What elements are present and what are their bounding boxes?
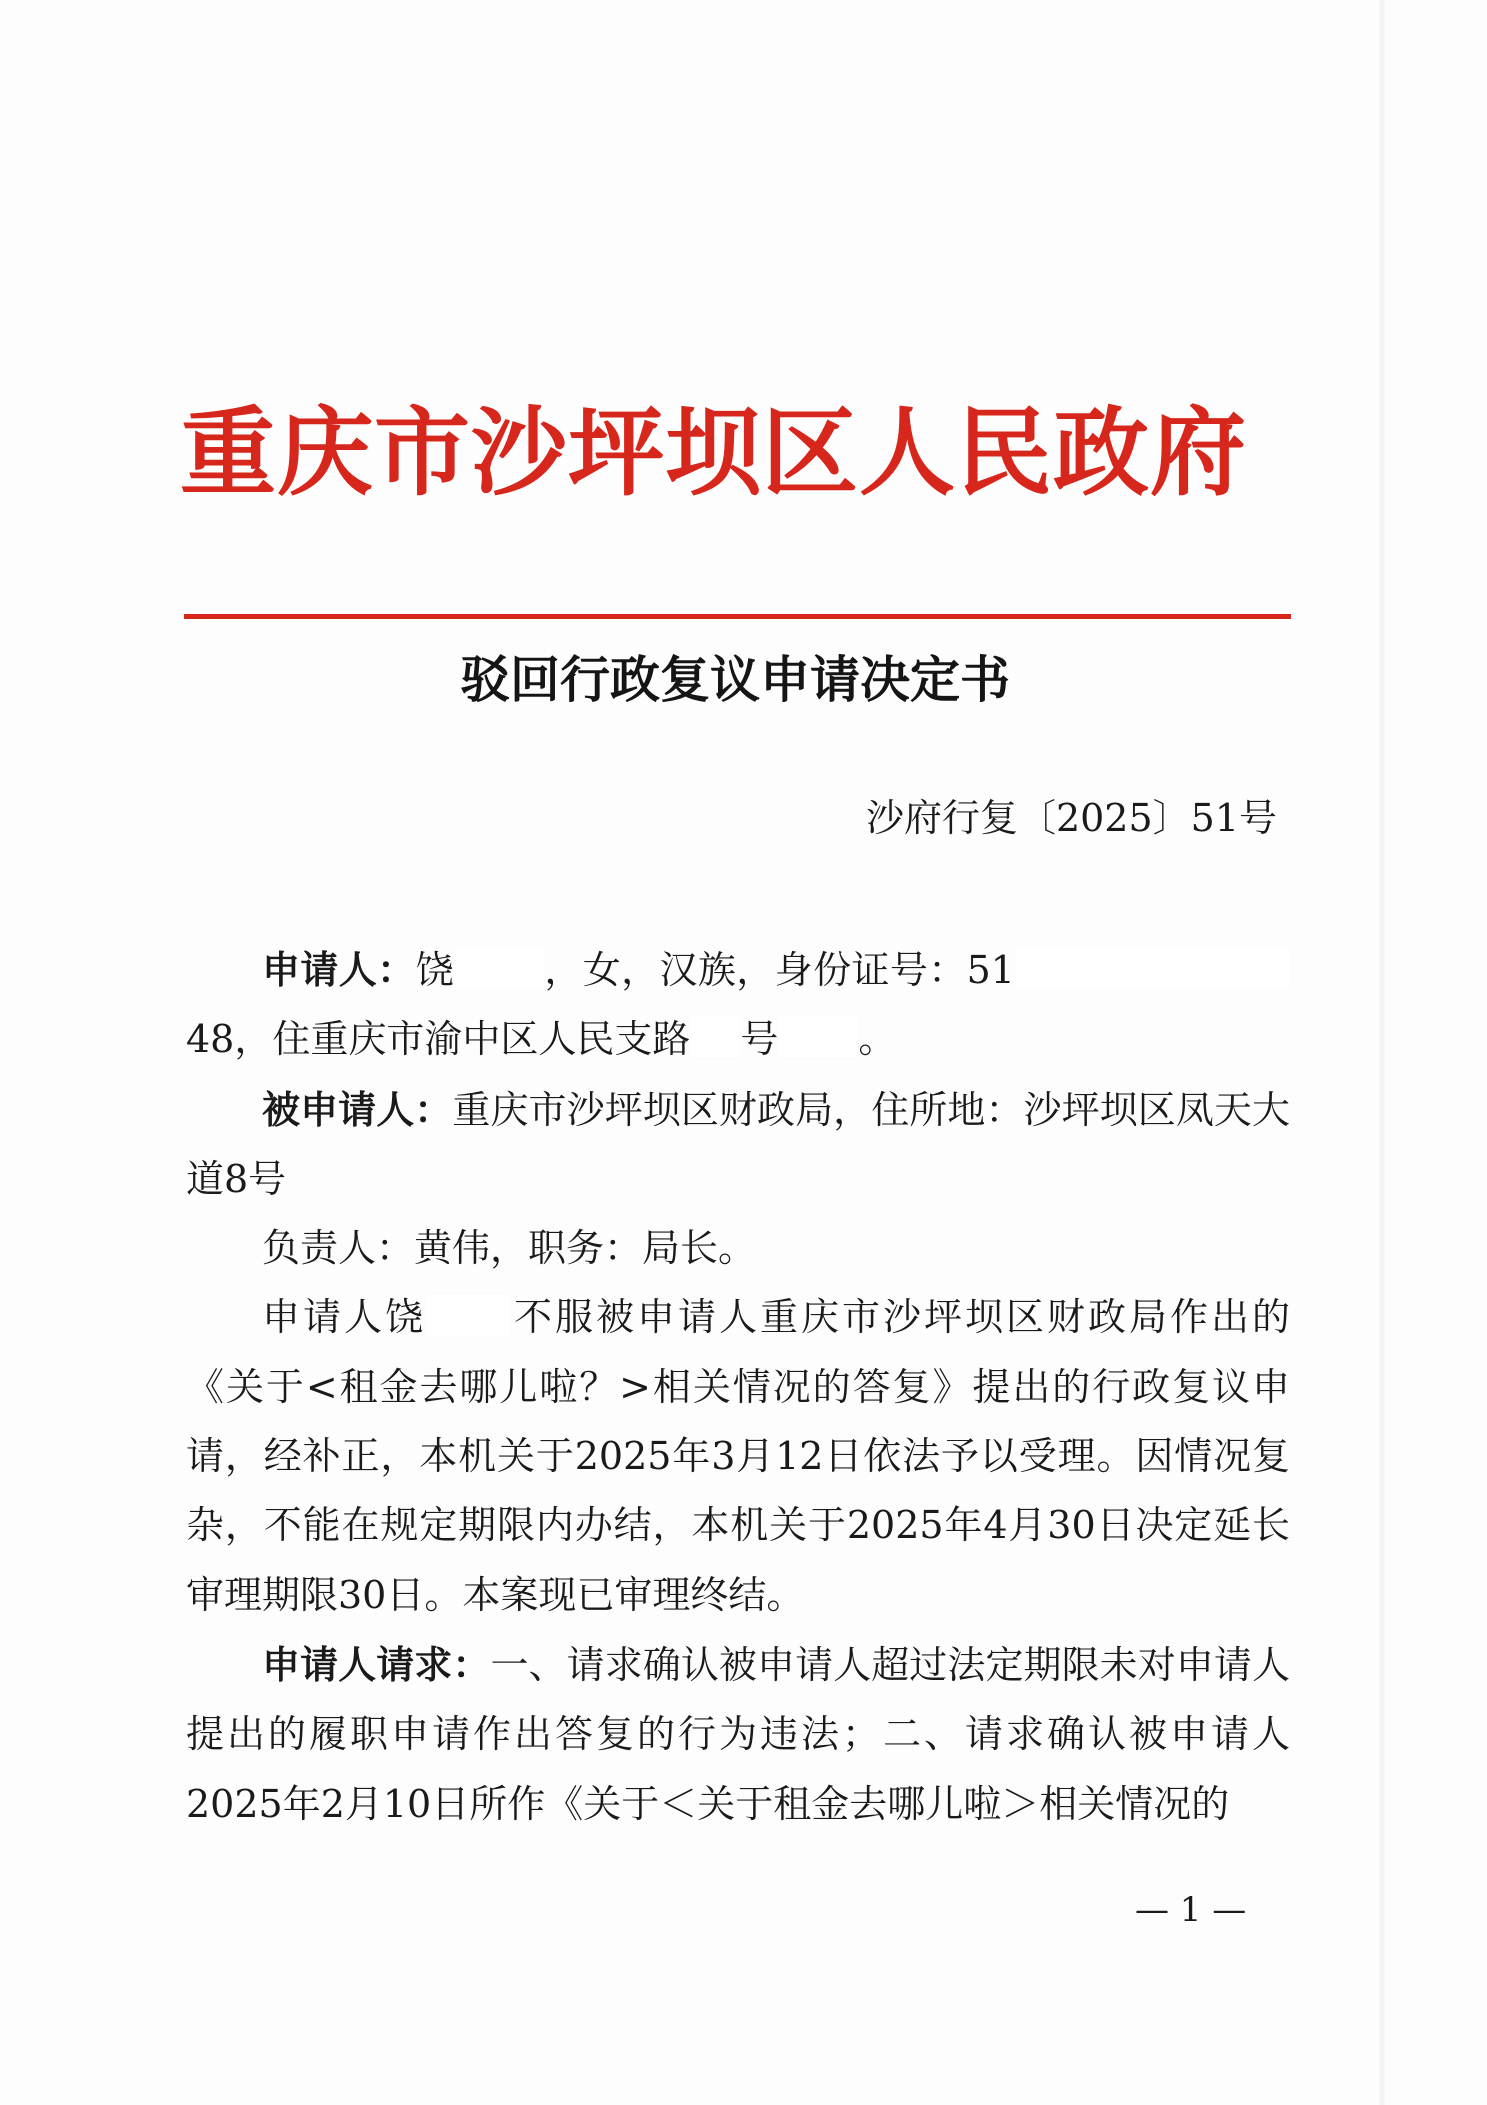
- page-number: — 1 —: [1135, 1890, 1247, 1930]
- document-body: [186, 935, 1290, 1839]
- document-number: 沙府行复〔2025〕51号: [865, 796, 1277, 840]
- applicant-text-1: 饶: [415, 948, 454, 992]
- redaction-box: [426, 1294, 511, 1336]
- respondent-label: 被申请人：: [262, 1086, 453, 1132]
- requests-text: 一、请求确认被申请人超过法定期限未对申请人提出的履职申请作出答复的行为违法；二、请求确认被申请人2025年2月10日所作《关于＜关于租金去哪儿啦＞相关情况的: [186, 1642, 1290, 1826]
- case-intro-text-2: 不服被申请人重庆市沙坪坝区财政局作出的《关于<租金去哪儿啦？>相关情况的答复》提出的行政复议申请，经补正，本机关于2025年3月12日依法予以受理。因情况复杂，不能在规定期限内办结，本机关于2025年4月30日决定延长审理期限30日。本案现已审理终结。: [186, 1295, 1290, 1617]
- red-separator-line: [184, 614, 1291, 619]
- scan-edge-shadow: [1378, 0, 1386, 2105]
- applicant-text-5: 。: [858, 1017, 897, 1062]
- applicant-text-4: 号: [740, 1017, 779, 1062]
- redaction-box: [690, 1016, 740, 1058]
- applicant-paragraph: [186, 935, 1290, 1075]
- case-intro-paragraph: [186, 1283, 1290, 1629]
- redaction-box: [778, 1016, 858, 1058]
- applicant-text-2: ，女，汉族，身份证号：51: [543, 948, 1015, 992]
- redaction-box: [1015, 947, 1290, 989]
- requests-label: 申请人请求：: [262, 1641, 491, 1687]
- applicant-text-3: 48，住重庆市渝中区人民支路: [186, 1017, 691, 1062]
- requests-paragraph: [186, 1630, 1290, 1839]
- case-intro-text-1: 申请人饶: [262, 1295, 426, 1340]
- redaction-box: [454, 947, 544, 989]
- applicant-label: 申请人：: [262, 947, 416, 992]
- document-title: 驳回行政复议申请决定书: [460, 650, 1010, 709]
- respondent-paragraph: [186, 1075, 1290, 1215]
- respondent-text: 重庆市沙坪坝区财政局，住所地：沙坪坝区凤天大道8号: [186, 1087, 1290, 1201]
- government-header: 重庆市沙坪坝区人民政府: [180, 396, 1247, 509]
- responsible-paragraph: 负责人：黄伟，职务：局长。: [262, 1226, 757, 1271]
